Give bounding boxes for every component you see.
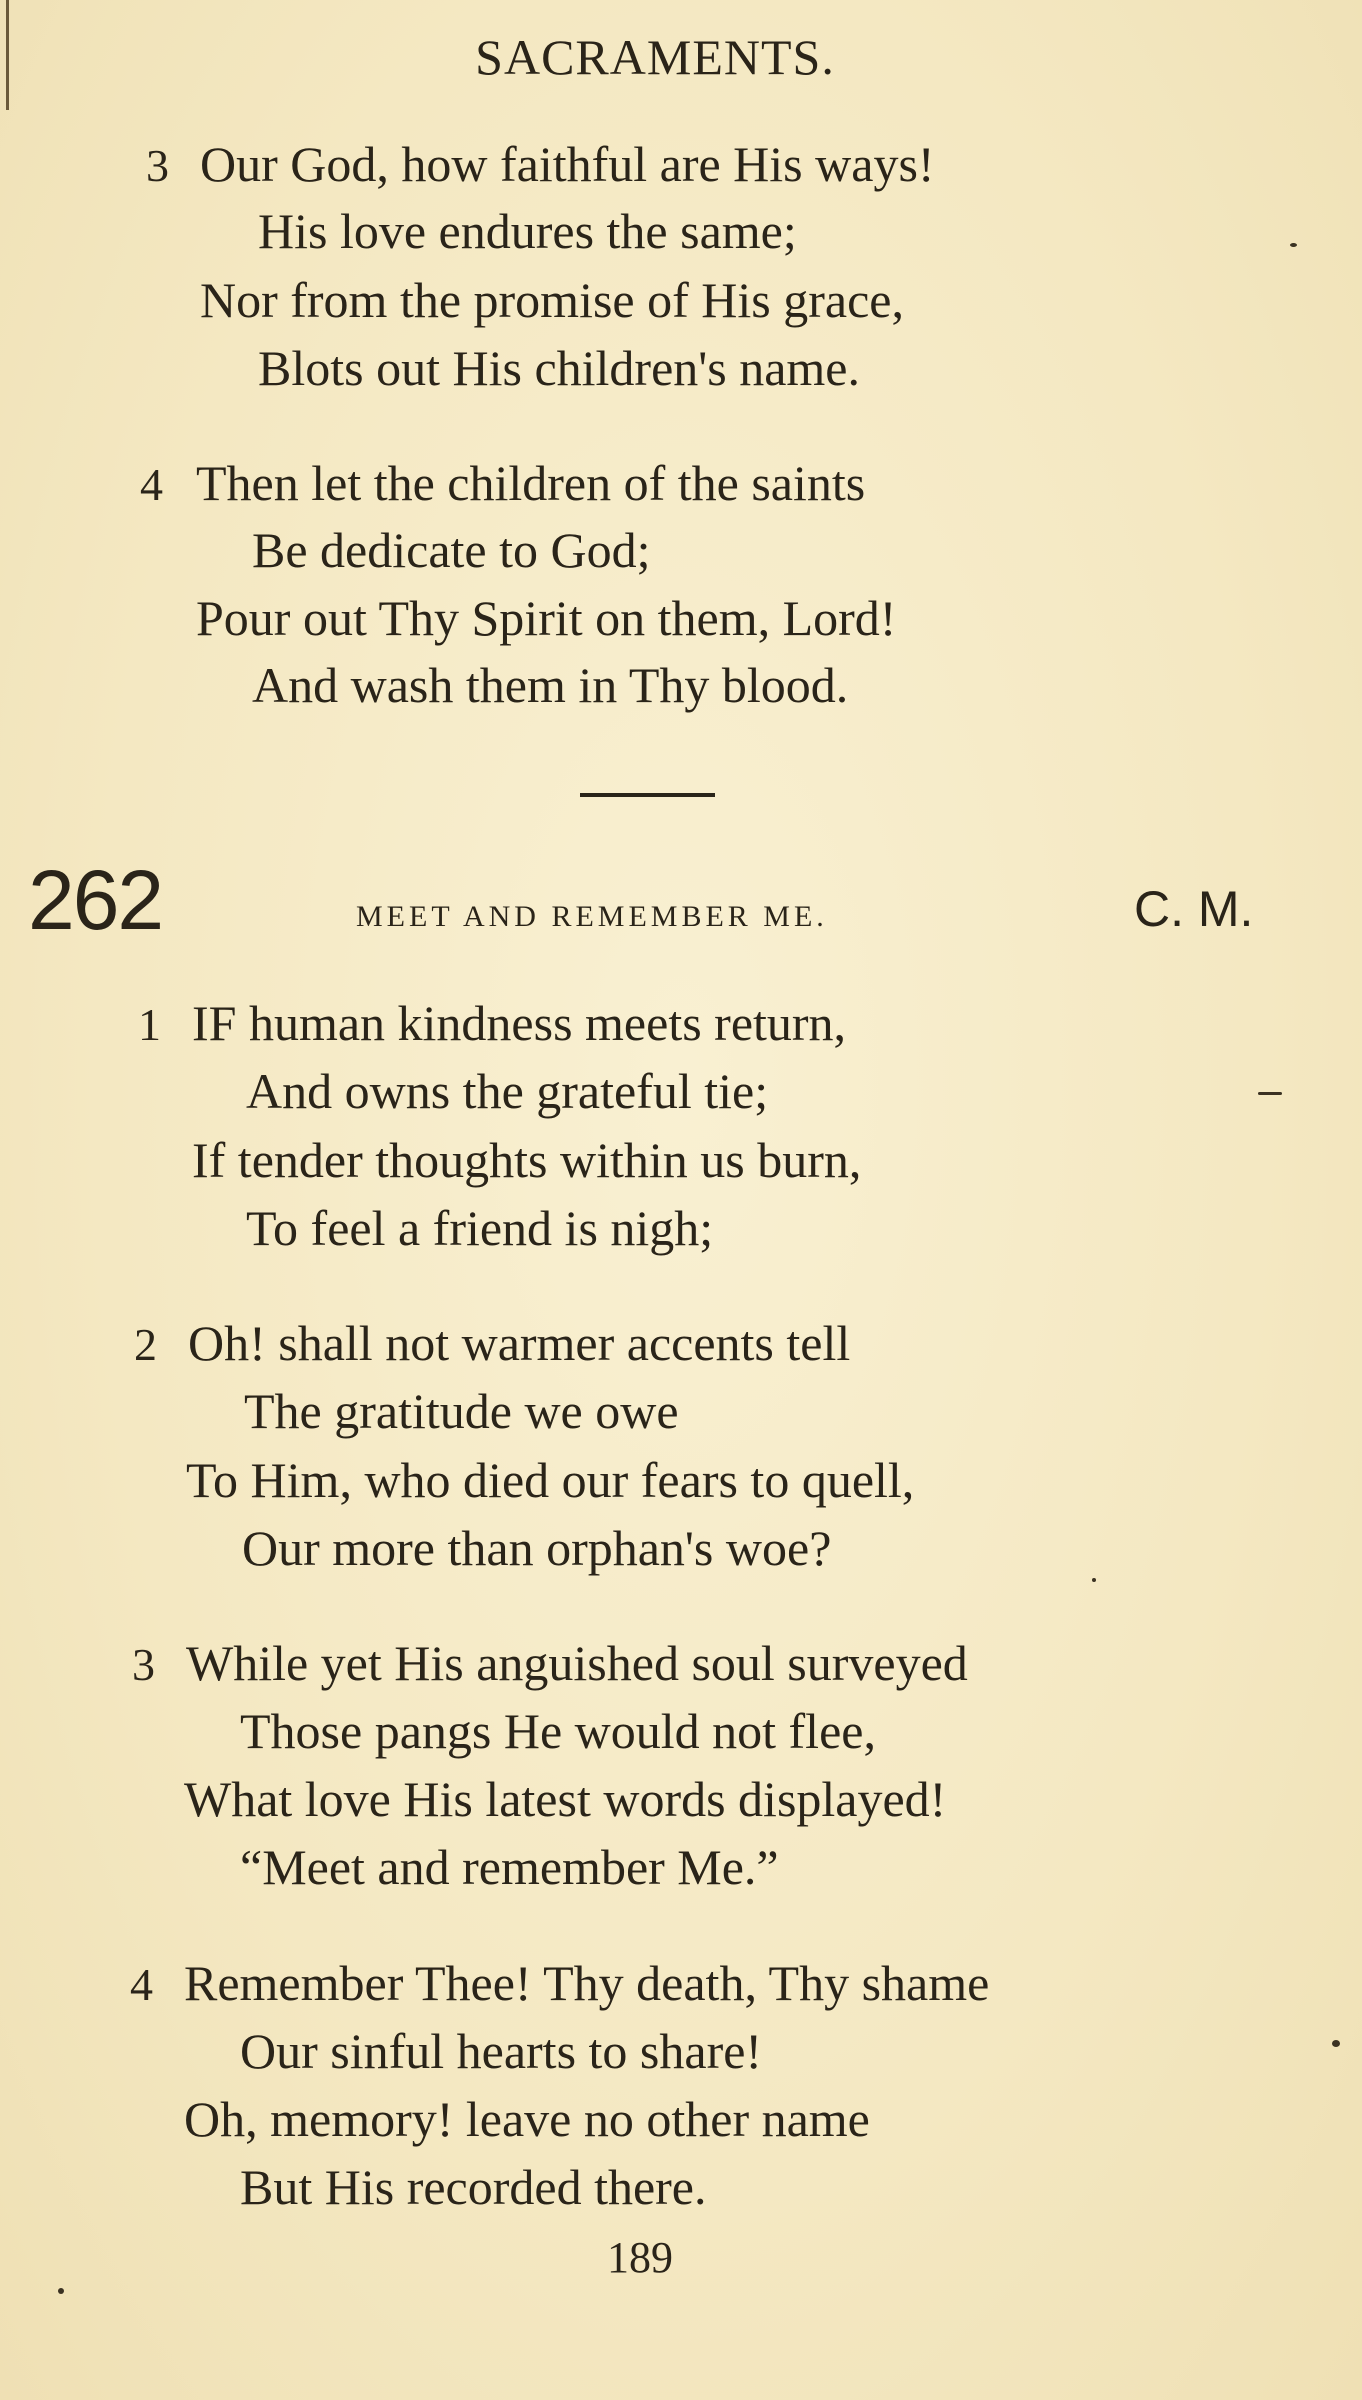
hymn-title: MEET AND REMEMBER ME. (356, 900, 828, 933)
verse-line: Remember Thee! Thy death, Thy shame (184, 1955, 990, 2011)
verse-line: And wash them in Thy blood. (252, 657, 849, 713)
verse-line: And owns the grateful tie; (246, 1063, 769, 1119)
verse-line: While yet His anguished soul surveyed (186, 1635, 968, 1691)
verse-line: His love endures the same; (258, 203, 797, 259)
verse-line: To Him, who died our fears to quell, (186, 1452, 915, 1508)
verse-line: Oh, memory! leave no other name (184, 2091, 870, 2147)
verse-line: Oh! shall not warmer accents tell (188, 1315, 851, 1371)
verse-line: Our sinful hearts to share! (240, 2023, 763, 2079)
stanza-number: 1 (138, 999, 161, 1050)
verse-line: If tender thoughts within us burn, (192, 1132, 862, 1188)
verse-line: To feel a friend is nigh; (246, 1200, 714, 1256)
verse-line: Blots out His children's name. (258, 340, 861, 396)
verse-line: Pour out Thy Spirit on them, Lord! (196, 590, 897, 646)
verse-line: Our God, how faithful are His ways! (200, 136, 935, 192)
print-speck (1092, 1578, 1096, 1582)
verse-line: But His recorded there. (240, 2159, 707, 2215)
hymn-number: 262 (28, 853, 163, 947)
verse-line: The gratitude we owe (244, 1383, 679, 1439)
verse-line: Be dedicate to God; (252, 522, 651, 578)
print-speck (1290, 243, 1297, 247)
verse-line: Nor from the promise of His grace, (200, 272, 904, 328)
verse-line: Then let the children of the saints (196, 455, 866, 511)
running-head: SACRAMENTS. (475, 29, 835, 85)
stanza-number: 4 (140, 459, 163, 510)
stanza-number: 3 (132, 1639, 155, 1690)
verse-line: What love His latest words displayed! (184, 1771, 947, 1827)
page-number: 189 (607, 2233, 673, 2282)
section-divider (580, 793, 715, 797)
verse-line: IF human kindness meets return, (192, 995, 847, 1051)
verse-line: Our more than orphan's woe? (242, 1520, 832, 1576)
hymn-meter: C. M. (1134, 881, 1254, 937)
verse-line: “Meet and remember Me.” (240, 1839, 779, 1895)
stanza-number: 3 (146, 140, 169, 191)
print-speck (1258, 1092, 1282, 1095)
print-speck (1332, 2040, 1340, 2047)
verse-line: Those pangs He would not flee, (240, 1703, 876, 1759)
print-speck (58, 2288, 64, 2294)
stanza-number: 4 (130, 1959, 153, 2010)
stanza-number: 2 (134, 1319, 157, 1370)
